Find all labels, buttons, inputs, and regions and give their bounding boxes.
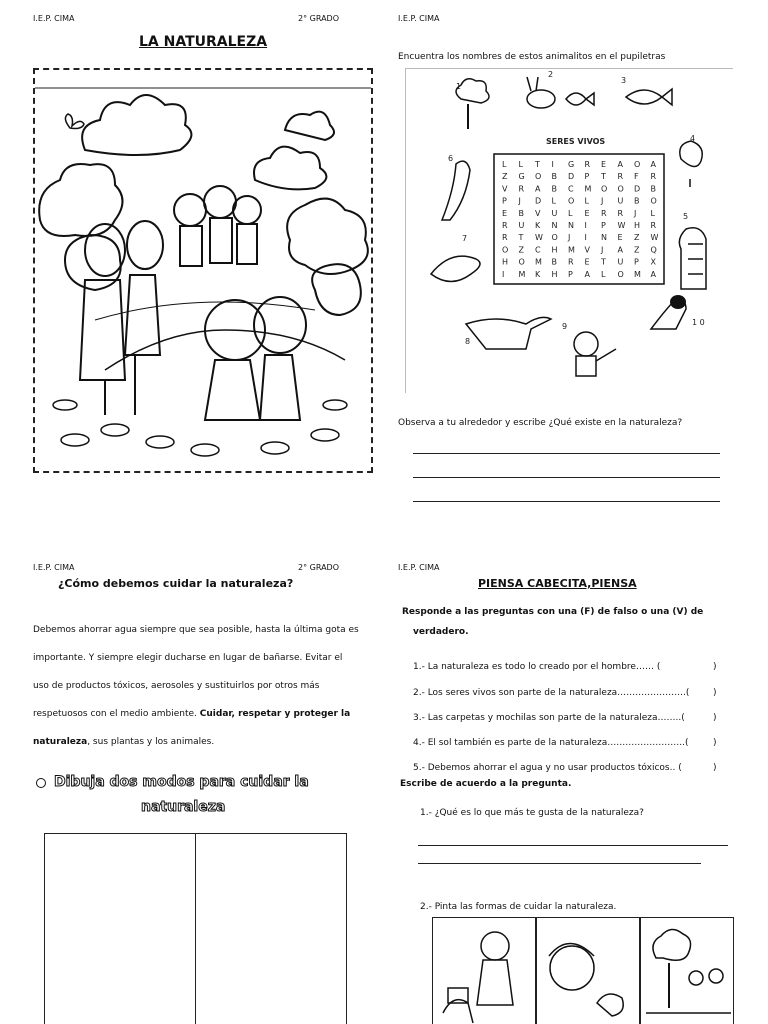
grid-letter[interactable]: T bbox=[601, 257, 606, 267]
bullet-icon bbox=[36, 778, 46, 788]
grid-letter[interactable]: O bbox=[650, 196, 657, 206]
instruction-text: verdadero. bbox=[413, 627, 469, 637]
boy-drawing bbox=[574, 332, 616, 376]
number-label: 8 bbox=[465, 337, 471, 346]
grid-letter[interactable]: J bbox=[634, 208, 637, 218]
paragraph-line: naturaleza, sus plantas y los animales. bbox=[33, 737, 215, 747]
word-search-panel bbox=[405, 68, 733, 393]
answer-paren[interactable]: ) bbox=[713, 763, 717, 773]
grid-letter[interactable]: L bbox=[518, 160, 523, 169]
number-label: 1 0 bbox=[692, 318, 705, 327]
school-name: I.E.P. CIMA bbox=[33, 563, 75, 572]
grid-letter[interactable]: L bbox=[502, 160, 507, 169]
grid-letter[interactable]: E bbox=[584, 208, 590, 218]
puzzle-grid bbox=[502, 160, 659, 279]
grid-letter[interactable]: R bbox=[568, 257, 574, 267]
grid-letter[interactable]: R bbox=[617, 172, 624, 182]
grid-letter[interactable]: V bbox=[535, 208, 541, 218]
paragraph-line: uso de productos tóxicos, aerosoles y sustituirlos por otros más bbox=[33, 681, 320, 691]
grid-letter[interactable]: A bbox=[617, 160, 623, 169]
grid-letter[interactable]: N bbox=[568, 221, 574, 230]
grid-letter[interactable]: R bbox=[650, 172, 657, 182]
grid-letter[interactable]: R bbox=[502, 233, 508, 243]
grid-letter[interactable]: H bbox=[551, 269, 558, 279]
grid-letter[interactable]: R bbox=[617, 208, 624, 218]
school-name: I.E.P. CIMA bbox=[398, 563, 440, 572]
number-label: 5 bbox=[683, 212, 689, 221]
grid-letter[interactable]: P bbox=[601, 221, 606, 230]
grid-letter[interactable]: C bbox=[535, 245, 541, 255]
grid-letter[interactable]: U bbox=[518, 221, 525, 230]
tiger-drawing bbox=[679, 228, 706, 289]
grid-letter[interactable]: H bbox=[551, 245, 558, 255]
grid-letter[interactable]: P bbox=[584, 172, 590, 182]
number-label: 2 bbox=[548, 70, 554, 79]
grid-letter[interactable]: L bbox=[650, 208, 655, 218]
grid-letter[interactable]: A bbox=[584, 269, 590, 279]
drawing-box-left[interactable] bbox=[44, 833, 196, 1024]
grid-letter[interactable]: A bbox=[535, 184, 541, 194]
grid-letter[interactable]: A bbox=[617, 245, 623, 255]
drawing-box-right[interactable] bbox=[195, 833, 347, 1024]
grid-letter[interactable]: W bbox=[650, 233, 659, 243]
true-false-item: 1.- La naturaleza es todo lo creado por el hombre…… ( bbox=[413, 662, 661, 672]
grid-letter[interactable]: E bbox=[617, 233, 623, 243]
grid-letter[interactable]: H bbox=[634, 221, 641, 230]
grid-letter[interactable]: O bbox=[551, 233, 558, 243]
grid-letter[interactable]: T bbox=[535, 160, 540, 169]
answer-line[interactable] bbox=[413, 453, 720, 454]
draw-title: Dibuja dos modos para cuidar la bbox=[54, 774, 309, 790]
grid-letter[interactable]: P bbox=[568, 269, 573, 279]
true-false-item: 3.- Las carpetas y mochilas son parte de la naturaleza……..( bbox=[413, 713, 685, 723]
grid-letter[interactable]: E bbox=[601, 160, 607, 169]
answer-line[interactable] bbox=[413, 477, 720, 478]
paragraph-line: respetuosos con el medio ambiente. Cuidar, respetar y proteger la bbox=[33, 709, 351, 719]
grade-label: 2° GRADO bbox=[298, 563, 339, 572]
answer-paren[interactable]: ) bbox=[713, 688, 717, 698]
answer-line[interactable] bbox=[418, 845, 728, 846]
word-search-svg bbox=[406, 69, 734, 394]
grid-letter[interactable]: L bbox=[601, 269, 606, 279]
grid-letter[interactable]: W bbox=[617, 221, 626, 230]
school-name: I.E.P. CIMA bbox=[33, 14, 75, 23]
coloring-picture-2[interactable] bbox=[536, 917, 640, 1024]
grid-letter[interactable]: C bbox=[568, 184, 574, 194]
grid-letter[interactable]: I bbox=[584, 221, 587, 230]
grid-letter[interactable]: V bbox=[584, 245, 590, 255]
grid-letter[interactable]: K bbox=[535, 221, 541, 230]
answer-paren[interactable]: ) bbox=[713, 738, 717, 748]
grid-letter[interactable]: Z bbox=[634, 233, 640, 243]
grid-letter[interactable]: R bbox=[601, 208, 607, 218]
children-in-park-illustration bbox=[35, 70, 371, 471]
pigeon-drawing bbox=[431, 256, 480, 281]
grid-letter[interactable]: U bbox=[551, 208, 558, 218]
question-text: 1.- ¿Qué es lo que más te gusta de la naturaleza? bbox=[420, 808, 644, 818]
grid-letter[interactable]: J bbox=[518, 196, 521, 206]
grid-letter[interactable]: T bbox=[601, 172, 606, 182]
grid-letter[interactable]: J bbox=[601, 196, 604, 206]
dog-drawing bbox=[651, 295, 686, 329]
grid-letter[interactable]: E bbox=[584, 257, 590, 267]
number-label: 6 bbox=[448, 154, 454, 163]
grid-letter[interactable]: O bbox=[617, 269, 624, 279]
grid-letter[interactable]: R bbox=[502, 221, 508, 230]
grid-letter[interactable]: N bbox=[551, 221, 558, 230]
true-false-item: 4.- El sol también es parte de la naturaleza……………………..( bbox=[413, 738, 689, 748]
number-label: 3 bbox=[621, 76, 627, 85]
grid-letter[interactable]: U bbox=[617, 196, 624, 206]
grid-letter[interactable]: K bbox=[535, 269, 541, 279]
coloring-frame bbox=[33, 68, 373, 473]
true-false-item: 2.- Los seres vivos son parte de la naturaleza…………………..( bbox=[413, 688, 690, 698]
grid-letter[interactable]: A bbox=[650, 269, 656, 279]
rabbit-drawing bbox=[527, 77, 594, 108]
grid-letter[interactable]: P bbox=[502, 196, 507, 206]
school-name: I.E.P. CIMA bbox=[398, 14, 440, 23]
grid-letter[interactable]: P bbox=[634, 257, 639, 267]
grid-letter[interactable]: A bbox=[650, 160, 656, 169]
grid-letter[interactable]: H bbox=[502, 257, 509, 267]
paragraph-line: Debemos ahorrar agua siempre que sea posible, hasta la última gota es bbox=[33, 625, 359, 635]
fish-drawing bbox=[626, 89, 672, 105]
coloring-picture-3[interactable] bbox=[640, 917, 734, 1024]
coloring-picture-1[interactable] bbox=[432, 917, 536, 1024]
grid-letter[interactable]: L bbox=[584, 196, 589, 206]
grid-letter[interactable]: D bbox=[568, 172, 575, 182]
grid-letter[interactable]: J bbox=[601, 245, 604, 255]
grid-letter[interactable]: O bbox=[518, 257, 525, 267]
grade-label: 2° GRADO bbox=[298, 14, 339, 23]
grid-letter[interactable]: M bbox=[535, 257, 542, 267]
parrot-drawing bbox=[442, 161, 470, 220]
grid-letter[interactable]: Z bbox=[518, 245, 524, 255]
grid-letter[interactable]: L bbox=[551, 196, 556, 206]
grid-letter[interactable]: I bbox=[502, 269, 505, 279]
paragraph-line: importante. Y siempre elegir ducharse en lugar de bañarse. Evitar el bbox=[33, 653, 343, 663]
grid-letter[interactable]: O bbox=[601, 184, 608, 194]
grid-letter[interactable]: U bbox=[617, 257, 624, 267]
grid-letter[interactable]: M bbox=[584, 184, 592, 194]
grid-letter[interactable]: O bbox=[617, 184, 624, 194]
answer-paren[interactable]: ) bbox=[713, 662, 717, 672]
puzzle-title: SERES VIVOS bbox=[546, 137, 606, 146]
grid-letter[interactable]: F bbox=[634, 172, 639, 182]
grid-letter[interactable]: I bbox=[584, 233, 587, 243]
grid-letter[interactable]: Z bbox=[502, 172, 508, 182]
number-label: 4 bbox=[690, 134, 696, 143]
grid-letter[interactable]: Z bbox=[634, 245, 640, 255]
true-false-item: 5.- Debemos ahorrar el agua y no usar productos tóxicos.. ( bbox=[413, 763, 682, 773]
grid-letter[interactable]: B bbox=[551, 172, 557, 182]
grid-letter[interactable]: G bbox=[518, 172, 525, 182]
grid-letter[interactable]: X bbox=[650, 257, 656, 267]
grid-letter[interactable]: I bbox=[551, 160, 554, 169]
question-text: 2.- Pinta las formas de cuidar la naturaleza. bbox=[420, 902, 617, 912]
instruction-text: Responde a las preguntas con una (F) de falso o una (V) de bbox=[402, 607, 704, 617]
grid-letter[interactable]: O bbox=[634, 160, 641, 169]
grid-letter[interactable]: M bbox=[568, 245, 575, 255]
answer-line[interactable] bbox=[413, 501, 720, 502]
grid-letter[interactable]: R bbox=[584, 160, 591, 169]
number-label: 1 bbox=[456, 82, 462, 91]
grid-letter[interactable]: B bbox=[551, 257, 557, 267]
instruction-text: Encuentra los nombres de estos animalitos en el pupiletras bbox=[398, 52, 666, 62]
grid-letter[interactable]: N bbox=[601, 233, 607, 243]
cat-drawing bbox=[466, 317, 551, 349]
section-title: ¿Cómo debemos cuidar la naturaleza? bbox=[58, 577, 294, 590]
page-title: LA NATURALEZA bbox=[139, 34, 268, 50]
grid-letter[interactable]: B bbox=[650, 184, 656, 194]
grid-letter[interactable]: V bbox=[502, 184, 508, 194]
grid-letter[interactable]: L bbox=[568, 208, 573, 218]
observe-prompt: Observa a tu alrededor y escribe ¿Qué existe en la naturaleza? bbox=[398, 418, 683, 428]
grid-letter[interactable]: B bbox=[634, 196, 640, 206]
grid-letter[interactable]: O bbox=[535, 172, 542, 182]
number-label: 7 bbox=[462, 234, 468, 243]
grid-letter[interactable]: G bbox=[568, 160, 575, 169]
grid-letter[interactable]: Q bbox=[650, 245, 657, 255]
grid-letter[interactable]: W bbox=[535, 233, 543, 243]
grid-letter[interactable]: O bbox=[568, 196, 575, 206]
number-label: 9 bbox=[562, 322, 568, 331]
answer-line[interactable] bbox=[418, 863, 701, 864]
grid-letter[interactable]: D bbox=[634, 184, 641, 194]
grid-letter[interactable]: T bbox=[518, 233, 524, 243]
draw-title: naturaleza bbox=[141, 799, 226, 815]
hen-drawing bbox=[680, 141, 703, 187]
answer-paren[interactable]: ) bbox=[713, 713, 717, 723]
grid-letter[interactable]: R bbox=[650, 221, 657, 230]
grid-letter[interactable]: J bbox=[568, 233, 571, 243]
grid-letter[interactable]: R bbox=[518, 184, 525, 194]
write-heading: Escribe de acuerdo a la pregunta. bbox=[400, 779, 572, 789]
grid-letter[interactable]: M bbox=[634, 269, 641, 279]
grid-letter[interactable]: B bbox=[551, 184, 557, 194]
grid-letter[interactable]: E bbox=[502, 208, 508, 218]
grid-letter[interactable]: M bbox=[518, 269, 526, 279]
grid-letter[interactable]: D bbox=[535, 196, 542, 206]
section-title: PIENSA CABECITA,PIENSA bbox=[478, 577, 637, 590]
grid-letter[interactable]: B bbox=[518, 208, 524, 218]
grid-letter[interactable]: O bbox=[502, 245, 509, 255]
